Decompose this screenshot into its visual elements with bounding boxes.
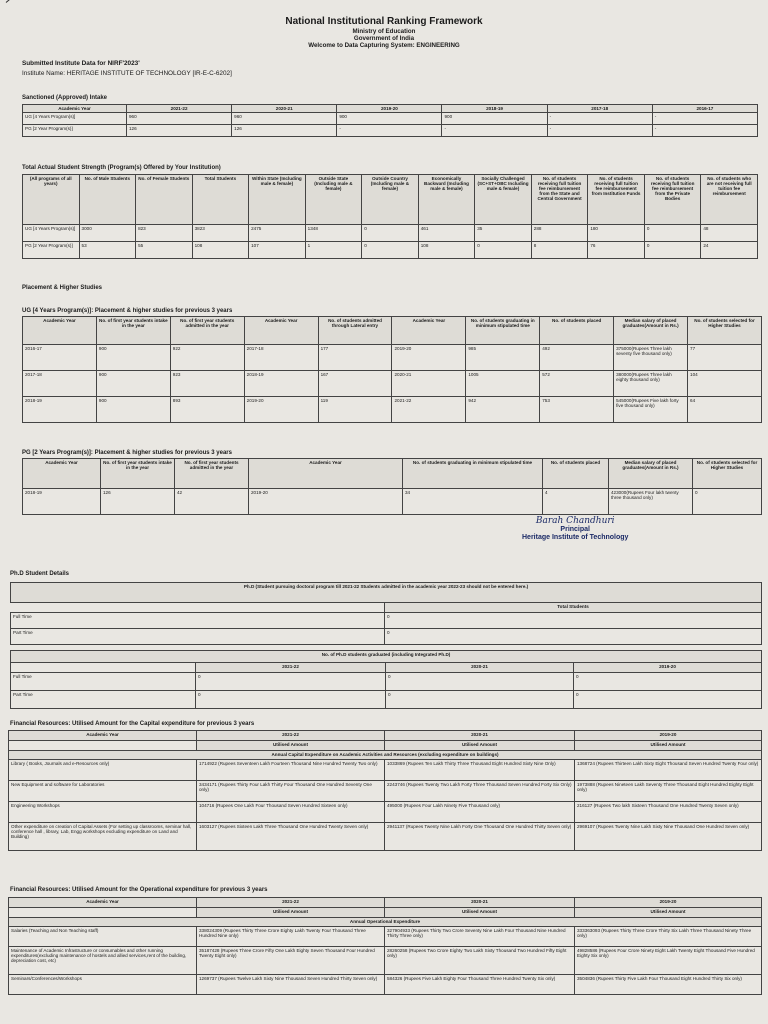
table-header-row bbox=[11, 603, 762, 613]
table-row bbox=[11, 673, 762, 691]
table-cell: 2019-20 bbox=[244, 397, 318, 423]
phd-graduated-table bbox=[10, 650, 762, 709]
table-cell: Full Time bbox=[11, 673, 196, 691]
table-cell: 375000(Rupees Three lakh seventy five thousand only) bbox=[614, 345, 688, 371]
table-cell: 333363093 (Rupees Thirty Three Crore Thirty Six Lakh Three Thousand Ninety Three only) bbox=[575, 927, 762, 947]
table-cell: 35187428 (Rupees Three Crore Fifty One Lakh Eighty Seven Thousand Four Hundred Twenty Eight only) bbox=[197, 947, 385, 975]
table-cell: 3000 bbox=[79, 225, 136, 242]
table-header: No. of students selected for Higher Studies bbox=[693, 459, 762, 489]
table-cell: 2019-20 bbox=[392, 345, 466, 371]
table-header: Academic Year bbox=[244, 317, 318, 345]
table-cell: Other expenditure on creation of Capital Assets (For setting up classrooms, seminar hall, conference hall , library, Lab, Engg workshops excluding expenditure on Land and Building) bbox=[9, 823, 197, 851]
table-cell: 893 bbox=[170, 397, 244, 423]
table-cell: 177 bbox=[318, 345, 392, 371]
table-cell: 0 bbox=[362, 225, 419, 242]
placement-title: Placement & Higher Studies bbox=[22, 285, 103, 291]
intake-table bbox=[22, 104, 758, 137]
table-cell: - bbox=[652, 113, 757, 125]
table-cell: 126 bbox=[101, 489, 175, 515]
table-header: Median salary of placed graduates(Amount in Rs.) bbox=[614, 317, 688, 345]
signature-org: Heritage Institute of Technology bbox=[522, 534, 629, 542]
table-cell: 900 bbox=[442, 113, 547, 125]
table-header: No. of Female Students bbox=[136, 175, 193, 225]
table-header: No. of students admitted through Lateral entry bbox=[318, 317, 392, 345]
table-cell: 48 bbox=[701, 225, 758, 242]
table-cell: 2020-21 bbox=[392, 371, 466, 397]
table-header: (All programs of all years) bbox=[23, 175, 80, 225]
table-header: 2020-21 bbox=[385, 898, 575, 908]
intake-title: Sanctioned (Approved) Intake bbox=[22, 95, 108, 101]
phd-table bbox=[10, 582, 762, 645]
table-cell: 126 bbox=[127, 125, 232, 137]
table-cell: 461 bbox=[418, 225, 475, 242]
table-header: No. of students placed bbox=[543, 459, 609, 489]
table-row bbox=[23, 489, 762, 515]
table-header: Median salary of placed graduates(Amount in Rs.) bbox=[609, 459, 693, 489]
table-header bbox=[9, 741, 197, 751]
table-cell: 0 bbox=[362, 242, 419, 259]
table-cell: UG [4 Years Program(s)] bbox=[23, 113, 127, 125]
table-cell: 126 bbox=[232, 125, 337, 137]
table-cell: 2019-20 bbox=[249, 489, 403, 515]
table-cell: Maintenance of Academic Infrastructure or consumables and other running expenditures(excluding maintenance of hostels and allied services,rent of the building, depreciation cost, etc) bbox=[9, 947, 197, 975]
table-header: Utilised Amount bbox=[197, 908, 385, 918]
table-header: Academic Year bbox=[249, 459, 403, 489]
page-header bbox=[0, 16, 768, 49]
table-header: No. of students selected for Higher Studies bbox=[688, 317, 762, 345]
table-cell: 2969107 (Rupees Twenty Nine Lakh Sixty Nine Thousand One Hundred Seven only) bbox=[575, 823, 762, 851]
table-cell: 2021-22 bbox=[392, 397, 466, 423]
table-row bbox=[9, 781, 762, 802]
table-cell: 167 bbox=[318, 371, 392, 397]
table-cell: 545000(Rupees Five lakh forty five thousand only) bbox=[614, 397, 688, 423]
table-cell: 3434171 (Rupees Thirty Four Lakh Thirty Four Thousand One Hundred Seventy One only) bbox=[197, 781, 385, 802]
table-header: 2019-20 bbox=[575, 898, 762, 908]
table-header: 2020-21 bbox=[232, 105, 337, 113]
table-header: Ph.D (Student pursuing doctoral program till 2021-22 Students admitted in the academic year 2022-23 should not be entered here.) bbox=[11, 583, 762, 603]
table-cell: PG [2 Year Program(s)] bbox=[23, 125, 127, 137]
table-row bbox=[23, 113, 758, 125]
table-header bbox=[11, 663, 196, 673]
table-header: 2019-20 bbox=[574, 663, 762, 673]
table-cell: 1368724 (Rupees Thirteen Lakh Sixty Eight Thousand Seven Hundred Twenty Four only) bbox=[575, 760, 762, 781]
table-cell: 0 bbox=[196, 673, 386, 691]
table-cell: 107 bbox=[249, 242, 306, 259]
table-header: Academic Year bbox=[9, 731, 197, 741]
phd-title: Ph.D Student Details bbox=[10, 571, 70, 577]
table-header: Annual Operational Expenditure bbox=[9, 918, 762, 927]
table-cell: - bbox=[652, 125, 757, 137]
table-row bbox=[23, 125, 758, 137]
table-cell: 2018-19 bbox=[23, 489, 101, 515]
table-cell: 35 bbox=[475, 225, 532, 242]
pg-placement-table bbox=[22, 458, 762, 515]
table-header: Academic Year bbox=[23, 459, 101, 489]
table-header: No. of students receiving full tuition fee reimbursement from the Private Bodies bbox=[644, 175, 701, 225]
table-header: No. of first year students intake in the year bbox=[101, 459, 175, 489]
table-cell: 922 bbox=[170, 345, 244, 371]
table-header: Academic Year bbox=[23, 317, 97, 345]
table-section-row bbox=[9, 918, 762, 927]
table-cell: Full Time bbox=[11, 613, 385, 629]
table-cell: 1348 bbox=[305, 225, 362, 242]
table-header-row bbox=[9, 741, 762, 751]
signature-scribble: Barah Chandhuri bbox=[535, 516, 615, 526]
table-cell: 216127 (Rupees Two lakh Sixteen Thousand One Hundred Twenty Seven only) bbox=[575, 802, 762, 823]
table-cell: 0 bbox=[386, 673, 574, 691]
table-row bbox=[23, 397, 762, 423]
table-cell: 900 bbox=[337, 113, 442, 125]
table-header: No. of students receiving full tuition fee reimbursement from the State and Central Government bbox=[531, 175, 588, 225]
table-row bbox=[9, 947, 762, 975]
table-cell: Part Time bbox=[11, 691, 196, 709]
table-row bbox=[9, 823, 762, 851]
table-header-row bbox=[11, 583, 762, 603]
table-header: 2019-20 bbox=[337, 105, 442, 113]
operational-table bbox=[8, 897, 762, 995]
table-cell: 0 bbox=[574, 691, 762, 709]
table-header: 2021-22 bbox=[197, 898, 385, 908]
signature-role: Principal bbox=[560, 526, 590, 534]
table-cell: 942 bbox=[466, 397, 540, 423]
table-cell: 1005 bbox=[466, 371, 540, 397]
table-cell: 28260258 (Rupees Two Crore Eighty Two Lakh Sixty Thousand Two Hundred Fifty Eight only) bbox=[385, 947, 575, 975]
table-header: No. of students who are not receiving full tuition fee reimbursement bbox=[701, 175, 758, 225]
table-cell: 2017-18 bbox=[244, 345, 318, 371]
table-header: Annual Capital Expenditure on Academic Activities and Resources (excluding expenditure on buildings) bbox=[9, 751, 762, 760]
table-header: 2021-22 bbox=[196, 663, 386, 673]
table-cell: 492 bbox=[540, 345, 614, 371]
table-cell: Salaries (Teaching and Non Teaching staff) bbox=[9, 927, 197, 947]
table-row bbox=[23, 242, 758, 259]
table-cell: 900 bbox=[96, 397, 170, 423]
table-cell: 380000(Rupees Three lakh eighty thousand only) bbox=[614, 371, 688, 397]
table-header bbox=[9, 908, 197, 918]
table-row bbox=[11, 613, 762, 629]
table-cell: 1973888 (Rupees Nineteen Lakh Seventy Three Thousand Eight Hundred Eighty Eight only) bbox=[575, 781, 762, 802]
table-cell: 180 bbox=[588, 225, 645, 242]
table-cell: 119 bbox=[318, 397, 392, 423]
table-cell: 327904933 (Rupees Thirty Two Crore Seventy Nine Lakh Four Thousand Nine Hundred Thirty Three only) bbox=[385, 927, 575, 947]
header-title: National Institutional Ranking Framework bbox=[285, 16, 483, 27]
table-cell: 2018-19 bbox=[23, 397, 97, 423]
table-cell: - bbox=[547, 125, 652, 137]
table-header: 2016-17 bbox=[652, 105, 757, 113]
table-cell: - bbox=[337, 125, 442, 137]
table-header: Outside Country (Including male & female) bbox=[362, 175, 419, 225]
table-header: Academic Year bbox=[392, 317, 466, 345]
table-cell: UG [4 Years Program(s)] bbox=[23, 225, 80, 242]
institute-name: Institute Name: HERITAGE INSTITUTE OF TECHNOLOGY [IR-E-C-6202] bbox=[22, 70, 232, 77]
table-cell: 423000(Rupees Four lakh twenty three thousand only) bbox=[609, 489, 693, 515]
header-ministry: Ministry of Education bbox=[352, 27, 416, 35]
table-cell: 77 bbox=[688, 345, 762, 371]
table-cell: 8 bbox=[531, 242, 588, 259]
table-header-row bbox=[9, 908, 762, 918]
table-cell: 2941137 (Rupees Twenty Nine Lakh Forty One Thousand One Hundred Thirty Seven only) bbox=[385, 823, 575, 851]
table-cell: 34 bbox=[403, 489, 543, 515]
table-header: Utilised Amount bbox=[575, 741, 762, 751]
table-header-row bbox=[23, 459, 762, 489]
table-header: Utilised Amount bbox=[385, 741, 575, 751]
table-row bbox=[11, 691, 762, 709]
table-header: Academic Year bbox=[23, 105, 127, 113]
capital-title: Financial Resources: Utilised Amount for the Capital expenditure for previous 3 years bbox=[10, 721, 255, 727]
table-header: No. of first year students admitted in the year bbox=[170, 317, 244, 345]
table-cell: 572 bbox=[540, 371, 614, 397]
table-cell: 823 bbox=[136, 225, 193, 242]
table-cell: 1603127 (Rupees Sixteen Lakh Three Thousand One Hundred Twenty Seven only) bbox=[197, 823, 385, 851]
table-header-row bbox=[11, 663, 762, 673]
table-cell: 55 bbox=[136, 242, 193, 259]
table-header-row bbox=[23, 317, 762, 345]
table-cell: 1714922 (Rupees Seventeen Lakh Fourteen Thousand Nine Hundred Twenty Two only) bbox=[197, 760, 385, 781]
table-cell: 0 bbox=[385, 613, 762, 629]
table-cell: 960 bbox=[127, 113, 232, 125]
table-cell: 288 bbox=[531, 225, 588, 242]
table-header: 2021-22 bbox=[197, 731, 385, 741]
ug-placement-title: UG [4 Years Program(s)]: Placement & higher studies for previous 3 years bbox=[22, 308, 233, 314]
principal-signature bbox=[522, 516, 628, 542]
capital-table bbox=[8, 730, 762, 851]
table-header-row bbox=[23, 105, 758, 113]
table-cell: 0 bbox=[644, 225, 701, 242]
table-header: No. of Male Students bbox=[79, 175, 136, 225]
table-cell: 4 bbox=[543, 489, 609, 515]
table-header: Total Students bbox=[385, 603, 762, 613]
table-header: Academic Year bbox=[9, 898, 197, 908]
table-cell: Engineering Workshops bbox=[9, 802, 197, 823]
table-cell: New Equipment and software for Laboratories bbox=[9, 781, 197, 802]
table-cell: 0 bbox=[475, 242, 532, 259]
header-welcome: Welcome to Data Capturing System: ENGINEERING bbox=[308, 41, 460, 49]
table-row bbox=[9, 927, 762, 947]
table-cell: 1 bbox=[305, 242, 362, 259]
table-cell: 53 bbox=[79, 242, 136, 259]
table-cell: 108 bbox=[418, 242, 475, 259]
table-cell: 0 bbox=[386, 691, 574, 709]
table-row bbox=[23, 225, 758, 242]
table-cell: - bbox=[442, 125, 547, 137]
table-row bbox=[11, 629, 762, 645]
header-government: Government of India bbox=[353, 34, 415, 42]
table-header-row bbox=[23, 175, 758, 225]
table-header: 2020-21 bbox=[386, 663, 574, 673]
table-header: Total Students bbox=[192, 175, 249, 225]
table-header: 2020-21 bbox=[385, 731, 575, 741]
table-header: 2018-19 bbox=[442, 105, 547, 113]
table-header-row bbox=[9, 898, 762, 908]
table-cell: 960 bbox=[232, 113, 337, 125]
operational-title: Financial Resources: Utilised Amount for the Operational expenditure for previous 3 years bbox=[10, 887, 268, 893]
table-cell: 2243746 (Rupees Twenty Two Lakh Forty Three Thousand Seven Hundred Forty Six Only) bbox=[385, 781, 575, 802]
ug-placement-table bbox=[22, 316, 762, 423]
table-row bbox=[9, 975, 762, 995]
table-cell: 1033869 (Rupees Ten Lakh Thirty Three Thousand Eight Hundred Sixty Nine Only) bbox=[385, 760, 575, 781]
table-cell: 108 bbox=[192, 242, 249, 259]
table-cell: 1269737 (Rupees Twelve Lakh Sixty Nine Thousand Seven Hundred Thirty Seven only) bbox=[197, 975, 385, 995]
table-header: No. of students receiving full tuition fee reimbursement from Institution Funds bbox=[588, 175, 645, 225]
table-header: No. of first year students intake in the year bbox=[96, 317, 170, 345]
table-cell: 24 bbox=[701, 242, 758, 259]
table-cell: Seminars/Conferences/Workshops bbox=[9, 975, 197, 995]
table-header: Utilised Amount bbox=[385, 908, 575, 918]
pg-placement-title: PG [2 Years Program(s)]: Placement & higher studies for previous 3 years bbox=[22, 450, 232, 456]
table-cell: Part Time bbox=[11, 629, 385, 645]
table-cell: 42 bbox=[175, 489, 249, 515]
table-cell: 0 bbox=[693, 489, 762, 515]
table-cell: 2018-19 bbox=[244, 371, 318, 397]
pen-mark bbox=[6, 0, 23, 3]
table-cell: 3504836 (Rupees Thirty Five Lakh Four Thousand Eight Hundred Thirty Six only) bbox=[575, 975, 762, 995]
table-cell: 76 bbox=[588, 242, 645, 259]
table-header: Socially Challenged (SC+ST+OBC Including male & female) bbox=[475, 175, 532, 225]
table-cell: 2017-18 bbox=[23, 371, 97, 397]
table-cell: 104716 (Rupees One Lakh Four Thousand Seven Hundred Sixteen only) bbox=[197, 802, 385, 823]
table-cell: 0 bbox=[385, 629, 762, 645]
table-cell: 0 bbox=[644, 242, 701, 259]
table-header: No. of first year students admitted in the year bbox=[175, 459, 249, 489]
submitted-label: Submitted Institute Data for NIRF'2023' bbox=[22, 60, 140, 67]
table-cell: 104 bbox=[688, 371, 762, 397]
table-header: No. of students placed bbox=[540, 317, 614, 345]
table-header: 2017-18 bbox=[547, 105, 652, 113]
table-cell: 3823 bbox=[192, 225, 249, 242]
table-header: Within State (Including male & female) bbox=[249, 175, 306, 225]
table-cell: 64 bbox=[688, 397, 762, 423]
table-cell: 753 bbox=[540, 397, 614, 423]
table-cell: 0 bbox=[574, 673, 762, 691]
table-header: 2021-22 bbox=[127, 105, 232, 113]
table-cell: 2016-17 bbox=[23, 345, 97, 371]
table-row bbox=[23, 371, 762, 397]
table-header: Utilised Amount bbox=[197, 741, 385, 751]
table-cell: - bbox=[547, 113, 652, 125]
table-row bbox=[9, 760, 762, 781]
table-row bbox=[9, 802, 762, 823]
strength-title: Total Actual Student Strength (Program(s) Offered by Your Institution) bbox=[22, 165, 221, 171]
table-cell: 338024309 (Rupees Thirty Three Crore Eighty Lakh Twenty Four Thousand Three Hundred Nine only) bbox=[197, 927, 385, 947]
table-header: Outside State (Including male & female) bbox=[305, 175, 362, 225]
table-cell: 495000 (Rupees Four Lakh Ninety Five Thousand only) bbox=[385, 802, 575, 823]
table-header: Utilised Amount bbox=[575, 908, 762, 918]
table-header: No. of students graduating in minimum stipulated time bbox=[466, 317, 540, 345]
table-cell: Library ( Books, Journals and e-Resources only) bbox=[9, 760, 197, 781]
table-cell: 584326 (Rupees Five Lakh Eighty Four Thousand Three Hundred Twenty Six only) bbox=[385, 975, 575, 995]
table-header: 2019-20 bbox=[575, 731, 762, 741]
table-cell: 923 bbox=[170, 371, 244, 397]
table-header bbox=[11, 603, 385, 613]
table-cell: 49828586 (Rupees Four Crore Ninety Eight Lakh Twenty Eight Thousand Five Hundred Eighty Six only) bbox=[575, 947, 762, 975]
table-cell: 900 bbox=[96, 371, 170, 397]
table-section-row bbox=[9, 751, 762, 760]
table-header-row bbox=[11, 651, 762, 663]
table-cell: PG [2 Year Program(s)] bbox=[23, 242, 80, 259]
table-cell: 985 bbox=[466, 345, 540, 371]
table-cell: 2475 bbox=[249, 225, 306, 242]
table-header-row bbox=[9, 731, 762, 741]
table-header: Economically Backward (Including male & female) bbox=[418, 175, 475, 225]
table-row bbox=[23, 345, 762, 371]
table-cell: 0 bbox=[196, 691, 386, 709]
table-cell: 900 bbox=[96, 345, 170, 371]
table-header: No. of students graduating in minimum stipulated time bbox=[403, 459, 543, 489]
strength-table bbox=[22, 174, 758, 259]
table-header: No. of Ph.D students graduated (including Integrated Ph.D) bbox=[11, 651, 762, 663]
